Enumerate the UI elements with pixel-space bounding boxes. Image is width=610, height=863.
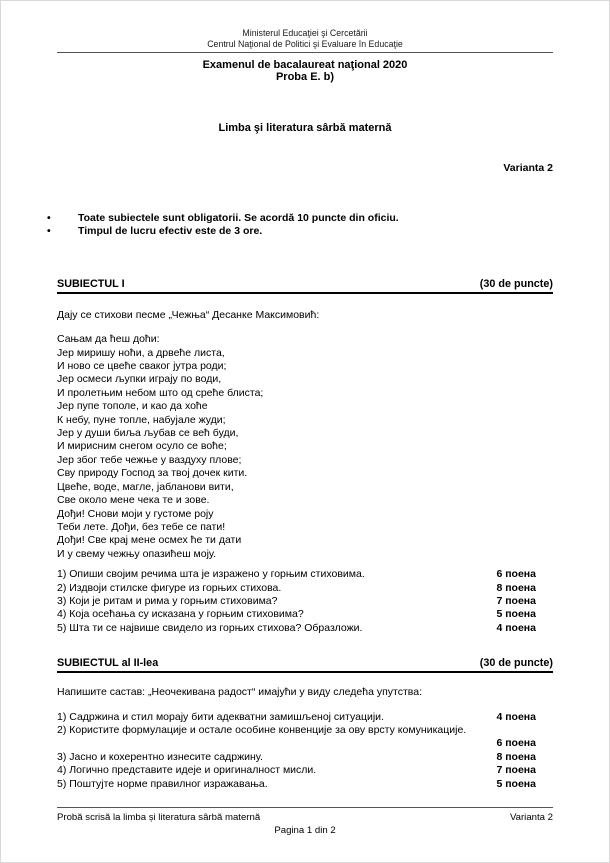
poem-line: Јер осмеси љупки играју по води, [57,373,222,386]
variant-label-top: Varianta 2 [503,162,553,174]
item-points: 5 поена [496,777,536,790]
poem-line: Сањам да ћеш доћи: [57,333,160,346]
question-points: 4 поена [496,621,536,634]
footer-exam-name: Probă scrisă la limba și literatura sârbă maternă [57,812,261,823]
section1-intro: Дају се стихови песме „Чежња“ Десанке Максимовић: [57,308,320,321]
question-text: 4) Која осећања су исказана у горњим стиховима? [57,608,304,621]
poem-block [57,333,553,561]
ministry-line-1: Ministerul Educaţiei şi Cercetării [242,28,368,38]
poem-line: Сву природу Господ за твој дочек кити. [57,467,248,480]
item-points: 8 поена [496,750,536,763]
item-row [57,711,553,724]
section2-heading [57,657,553,673]
poem-line: Цвеће, воде, магле, јабланови вити, [57,480,234,493]
section1-heading [57,278,553,294]
item-row [57,751,553,764]
poem-line: Дођи! Све крај мене осмех ће ти дати [57,534,242,547]
header-divider [57,52,553,53]
notice-row [47,225,553,238]
question-points: 8 поена [496,581,536,594]
poem-line: И ново се цвеће сваког јутра роди; [57,360,227,373]
item-points: 7 поена [496,764,536,777]
poem-line: Теби лете. Дођи, без тебе се пати! [57,520,226,533]
question-row [57,608,553,621]
item-text: 5) Поштујте норме правилног изражавања. [57,777,268,790]
item-points: 6 поена [496,737,536,750]
notice-text-1: Toate subiectele sunt obligatorii. Se acordă 10 puncte din oficiu. [78,212,399,224]
section2-items [57,711,553,791]
poem-line: Јер миришу ноћи, а дрвеће листа, [57,346,225,359]
footer-row [57,811,553,824]
poem-line: И пролетњим небом што од среће блиста; [57,386,264,399]
question-points: 5 поена [496,608,536,621]
notice-row [47,212,553,225]
section2-intro: Напишите састав: „Неочекивана радост“ имајући у виду следећа упутства: [57,686,422,699]
poem-line: К небу, пуне топле, набујале жуди; [57,413,226,426]
bullet-icon: • [47,225,51,238]
poem-line: Све около мене чека те и зове. [57,494,210,507]
question-points: 6 поена [496,568,536,581]
question-text: 5) Шта ти се највише свидело из горњих стихова? Образложи. [57,621,363,634]
poem-line: Јер пупе тополе, и као да хоће [57,400,208,413]
poem-line: Јер због тебе чежње у ваздуху плове; [57,453,242,466]
question-text: 3) Који је ритам и рима у горњим стиховима? [57,594,278,607]
question-text: 2) Издвоји стилске фигуре из горњих стихова. [57,581,282,594]
exam-title: Examenul de bacalaureat naţional 2020 [202,59,408,71]
poem-line: И у свему чежњу опазићеш моју. [57,547,217,560]
footer-page-number: Pagina 1 din 2 [274,825,336,836]
section1-title: SUBIECTUL I [57,277,125,290]
question-row [57,622,553,635]
footer-variant-label: Varianta 2 [509,812,553,823]
poem-line: Дођи! Снови моји у густоме роју [57,507,214,520]
general-notices [47,212,553,239]
item-row [57,724,553,737]
page-footer [57,807,553,837]
section1-questions [57,568,553,635]
bullet-icon: • [47,212,51,224]
item-points: 4 поена [496,710,536,723]
item-text: 4) Логично представите идеје и оригиналност мисли. [57,764,317,777]
section2-points: (30 de puncte) [479,657,553,670]
item-row [57,778,553,791]
subject-title: Limba şi literatura sârbă maternă [218,122,392,134]
poem-line: Јер у души биља љубав се већ буди, [57,427,239,440]
ministry-line-2: Centrul Naţional de Politici şi Evaluare în Educaţie [207,39,403,49]
notice-text-2: Timpul de lucru efectiv este de 3 ore. [78,225,263,238]
question-row [57,595,553,608]
item-text: 1) Садржина и стил морају бити адекватни замишљеној ситуацији. [57,710,384,723]
question-points: 7 поена [496,594,536,607]
item-text: 2) Користите формулације и остале особине конвенције за ову врсту комуникације. [57,723,467,736]
section1-points: (30 de puncte) [479,277,553,290]
poem-line: И мирисним снегом осуло се воће; [57,440,227,453]
section2-title: SUBIECTUL al II-lea [57,657,159,670]
question-text: 1) Опиши својим речима шта је изражено у горњим стиховима. [57,568,365,581]
item-text: 3) Јасно и кохерентно изнесите садржину. [57,750,263,763]
exam-proba: Proba E. b) [275,71,335,83]
item-row [57,764,553,777]
question-row [57,582,553,595]
question-row [57,568,553,581]
